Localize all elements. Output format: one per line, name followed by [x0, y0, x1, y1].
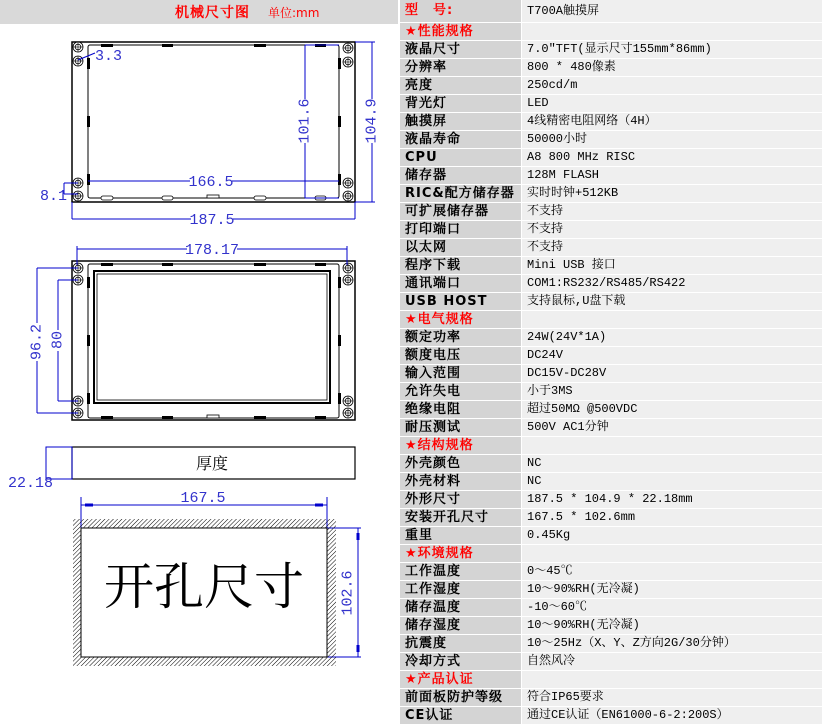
spec-value [522, 311, 822, 328]
cutout-label: 开孔尺寸 [104, 558, 304, 616]
spec-label: 额定功率 [400, 329, 521, 346]
spec-value [522, 23, 822, 40]
spec-label: CE认证 [400, 707, 521, 724]
spec-value: 不支持 [522, 239, 822, 256]
spec-value [522, 545, 822, 562]
dim-outer-height: 104.9 [363, 98, 381, 144]
spec-value: 24W(24V*1A) [522, 329, 822, 346]
spec-label: 触摸屏 [400, 113, 521, 130]
spec-label: 外壳颜色 [400, 455, 521, 472]
spec-label: 输入范围 [400, 365, 521, 382]
dim-inner-width: 166.5 [188, 174, 234, 191]
dim-outer-width: 187.5 [189, 212, 235, 229]
spec-label: 储存湿度 [400, 617, 521, 634]
spec-value: 超过50MΩ @500VDC [522, 401, 822, 418]
spec-value: 0～45℃ [522, 563, 822, 580]
spec-value: 7.0"TFT(显示尺寸155mm*86mm) [522, 41, 822, 58]
spec-label: 冷却方式 [400, 653, 521, 670]
spec-label: 外壳材料 [400, 473, 521, 490]
mechanical-drawing-panel [0, 0, 398, 726]
spec-value: LED [522, 95, 822, 112]
spec-value: 167.5 * 102.6mm [522, 509, 822, 526]
spec-label: 工作湿度 [400, 581, 521, 598]
spec-value: T700A触摸屏 [522, 0, 822, 22]
section-label: ★性能规格 [400, 23, 521, 40]
front-view [40, 42, 381, 229]
spec-value: 10～25Hz（X、Y、Z方向2G/30分钟） [522, 635, 822, 652]
spec-value: 250cd/m [522, 77, 822, 94]
dim-cutout-height: 102.6 [339, 570, 357, 616]
spec-value: 支持鼠标,U盘下载 [522, 293, 822, 310]
spec-label: 打印端口 [400, 221, 521, 238]
spec-label: 储存温度 [400, 599, 521, 616]
spec-label: 储存器 [400, 167, 521, 184]
back-inner-frame [88, 264, 339, 418]
back-outer-frame [72, 261, 355, 420]
section-label: ★结构规格 [400, 437, 521, 454]
spec-label: 可扩展储存器 [400, 203, 521, 220]
spec-label: 工作温度 [400, 563, 521, 580]
spec-table [400, 0, 822, 724]
spec-value: 0.45Kg [522, 527, 822, 544]
dim-screw-spacing: 8.1 [40, 188, 68, 205]
spec-label: RIC&配方储存器 [400, 185, 521, 202]
dim-hole-span-inner-height: 80 [49, 330, 67, 350]
spec-label: 额度电压 [400, 347, 521, 364]
back-view [29, 242, 356, 420]
spec-value: 800 * 480像素 [522, 59, 822, 76]
spec-value: 自然风冷 [522, 653, 822, 670]
spec-label: 重里 [400, 527, 521, 544]
dim-screw-diameter: 3.3 [95, 48, 123, 65]
spec-value: NC [522, 473, 822, 490]
spec-value: DC24V [522, 347, 822, 364]
spec-value: 不支持 [522, 221, 822, 238]
spec-label: 以太网 [400, 239, 521, 256]
spec-value: 通过CE认证（EN61000-6-2:200S） [522, 707, 822, 724]
spec-value: 128M FLASH [522, 167, 822, 184]
mechanical-drawings [0, 0, 398, 726]
spec-label: 亮度 [400, 77, 521, 94]
dim-hole-span-width: 178.17 [184, 242, 240, 259]
spec-value: COM1:RS232/RS485/RS422 [522, 275, 822, 292]
dim-hole-span-outer-height: 96.2 [28, 323, 46, 361]
drawing-unit: 单位:mm [268, 5, 320, 20]
spec-value [522, 437, 822, 454]
spec-label: 液晶寿命 [400, 131, 521, 148]
spec-label: 分辨率 [400, 59, 521, 76]
section-label: ★电气规格 [400, 311, 521, 328]
spec-value: 10～90%RH(无冷凝) [522, 617, 822, 634]
side-view [8, 447, 355, 492]
section-label: ★环境规格 [400, 545, 521, 562]
spec-value: 4线精密电阻网络（4H） [522, 113, 822, 130]
back-tabs [87, 263, 341, 419]
side-label: 厚度 [195, 454, 229, 473]
screw-icon [73, 263, 353, 418]
spec-value: DC15V-DC28V [522, 365, 822, 382]
spec-value [522, 671, 822, 688]
spec-value: 不支持 [522, 203, 822, 220]
spec-label: 耐压测试 [400, 419, 521, 436]
spec-value: 50000小时 [522, 131, 822, 148]
spec-label: 通讯端口 [400, 275, 521, 292]
spec-value: 10～90%RH(无冷凝) [522, 581, 822, 598]
spec-label: 外形尺寸 [400, 491, 521, 508]
spec-value: Mini USB 接口 [522, 257, 822, 274]
spec-label: USB HOST [400, 293, 521, 310]
spec-value: 实时时钟+512KB [522, 185, 822, 202]
spec-label: 液晶尺寸 [400, 41, 521, 58]
spec-label: CPU [400, 149, 521, 166]
spec-value: 小于3MS [522, 383, 822, 400]
dim-cutout-width: 167.5 [180, 490, 226, 507]
screen-area [94, 271, 330, 403]
spec-label: 允许失电 [400, 383, 521, 400]
dim-thickness: 22.18 [8, 475, 54, 492]
spec-label: 型 号: [400, 0, 521, 22]
spec-value: -10～60℃ [522, 599, 822, 616]
spec-label: 前面板防护等级 [400, 689, 521, 706]
dim-inner-height: 101.6 [296, 98, 314, 144]
front-dimensions [64, 42, 375, 219]
spec-label: 背光灯 [400, 95, 521, 112]
spec-label: 程序下载 [400, 257, 521, 274]
spec-label: 安装开孔尺寸 [400, 509, 521, 526]
spec-value: 187.5 * 104.9 * 22.18mm [522, 491, 822, 508]
drawing-title: 机械尺寸图 [175, 5, 250, 21]
spec-label: 绝缘电阻 [400, 401, 521, 418]
spec-label: 抗震度 [400, 635, 521, 652]
cutout-view [73, 490, 361, 666]
drawing-header [0, 0, 398, 24]
spec-value: NC [522, 455, 822, 472]
spec-value: A8 800 MHz RISC [522, 149, 822, 166]
spec-value: 500V AC1分钟 [522, 419, 822, 436]
section-label: ★产品认证 [400, 671, 521, 688]
spec-value: 符合IP65要求 [522, 689, 822, 706]
